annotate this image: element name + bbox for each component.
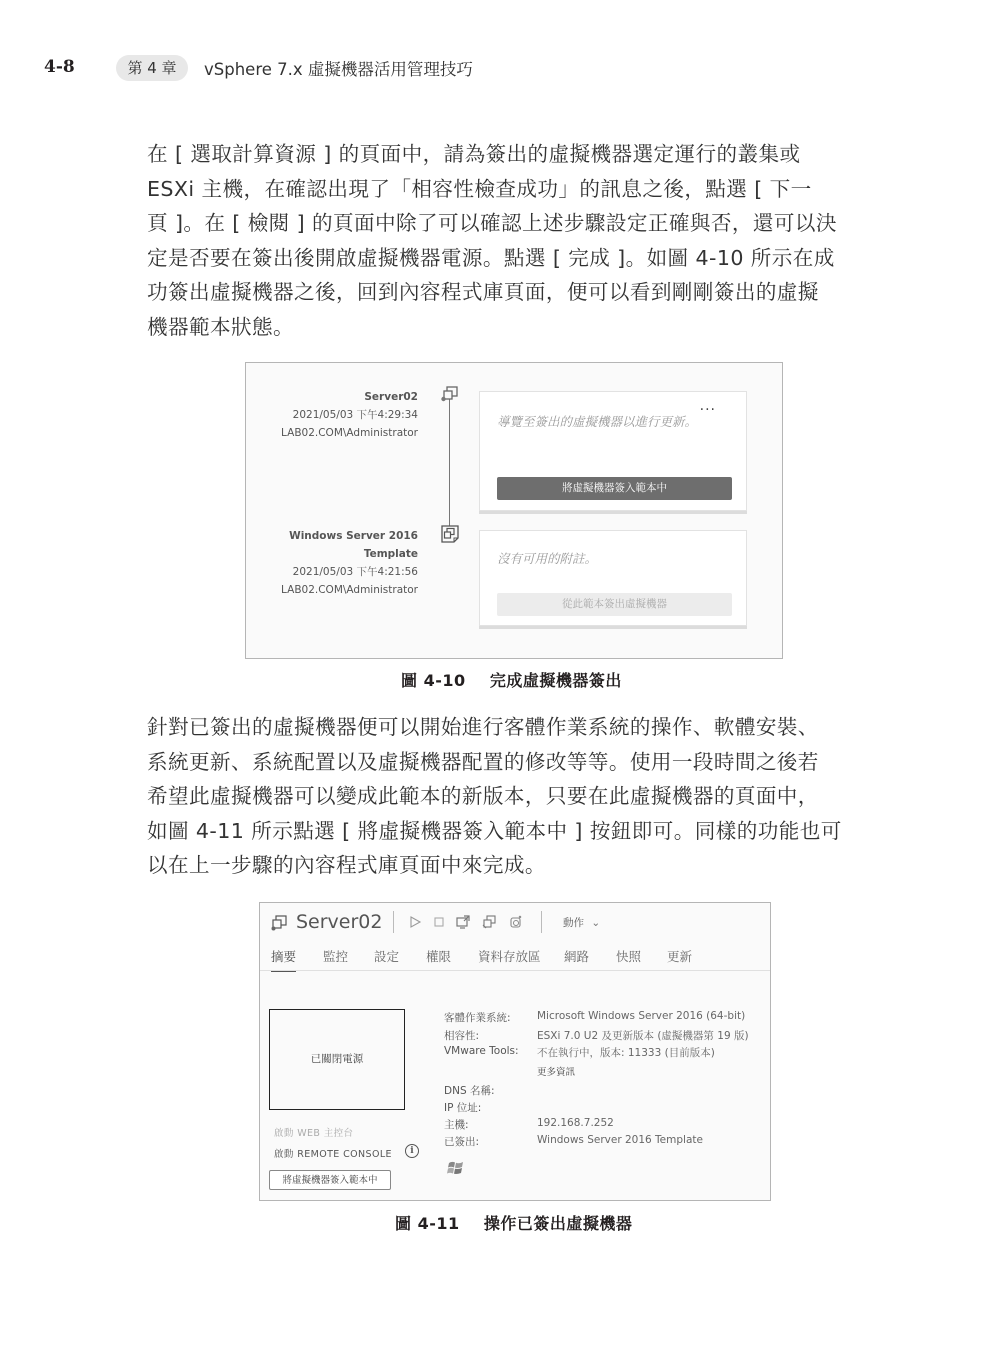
paragraph-line: 以在上一步驟的內容程式庫頁面中來完成。	[147, 853, 546, 877]
prop-label-checked-out: 已簽出:	[444, 1136, 480, 1148]
check-in-to-template-button[interactable]: 將虛擬機器簽入範本中	[497, 477, 732, 500]
caption-text: 完成虛擬機器簽出	[489, 671, 622, 690]
check-in-to-template-button[interactable]: 將虛擬機器簽入範本中	[269, 1170, 391, 1190]
entry-timestamp: 2021/05/03 下午4:21:56	[292, 566, 418, 578]
more-options-icon[interactable]: ···	[699, 402, 716, 418]
vm-icon	[271, 915, 287, 931]
prop-value-guest-os: Microsoft Windows Server 2016 (64-bit)	[537, 1010, 746, 1022]
console-thumbnail[interactable]: 已關閉電源	[269, 1009, 405, 1110]
check-out-vm-button[interactable]: 從此範本簽出虛擬機器	[497, 593, 732, 616]
paragraph-line: 系統更新、系統配置以及虛擬機器配置的修改等等。使用一段時間之後若	[147, 749, 819, 774]
tabs-divider	[260, 970, 770, 971]
paragraph-line: 針對已簽出的虛擬機器便可以開始進行客體作業系統的操作、軟體安裝、	[147, 715, 819, 739]
paragraph-line: ESXi 主機，在確認出現了「相容性檢查成功」的訊息之後，點選 [ 下一	[147, 176, 812, 201]
history-entry-server02	[281, 388, 418, 442]
launch-remote-console-link[interactable]: 啟動 REMOTE CONSOLE	[274, 1149, 392, 1160]
entry-timestamp: 2021/05/03 下午4:29:34	[292, 409, 418, 421]
timeline-connector	[449, 399, 450, 537]
figure-4-10-screenshot	[245, 362, 783, 659]
tab-summary[interactable]: 摘要	[271, 947, 296, 972]
snapshot-icon[interactable]	[509, 915, 523, 929]
tab-networks[interactable]: 網路	[564, 949, 590, 964]
entry-user: LAB02.COM\Administrator	[281, 584, 418, 596]
note-text: 導覽至簽出的虛擬機器以進行更新。	[497, 414, 698, 429]
tab-permissions[interactable]: 權限	[426, 949, 452, 964]
caption-number: 圖 4-11	[395, 1214, 460, 1233]
actions-label: 動作	[563, 917, 584, 929]
toolbar-separator	[541, 911, 542, 933]
launch-web-console-link[interactable]: 啟動 WEB 主控台	[274, 1128, 354, 1139]
tab-updates[interactable]: 更新	[667, 949, 693, 964]
prop-label-ip-address: IP 位址:	[444, 1102, 482, 1114]
vm-title: Server02	[296, 911, 383, 933]
power-on-icon[interactable]	[408, 915, 422, 929]
launch-console-icon[interactable]	[456, 915, 470, 929]
prop-label-compatibility: 相容性:	[444, 1030, 480, 1042]
prop-label-dns-name: DNS 名稱:	[444, 1085, 495, 1097]
figure-4-11-caption	[395, 1211, 632, 1234]
paragraph-2	[147, 710, 887, 883]
paragraph-line: 機器範本狀態。	[147, 314, 294, 339]
windows-logo-icon	[447, 1161, 465, 1175]
prop-label-vmware-tools: VMware Tools:	[444, 1045, 519, 1057]
toolbar-separator	[393, 911, 394, 933]
tab-datastores[interactable]: 資料存放區	[478, 949, 541, 964]
entry-name: Windows Server 2016 Template	[289, 530, 418, 560]
paragraph-1	[147, 137, 887, 344]
note-card-template	[479, 530, 747, 626]
power-off-icon[interactable]	[432, 915, 446, 929]
vm-template-icon	[441, 525, 459, 543]
paragraph-line: 功簽出虛擬機器之後，回到內容程式庫頁面，便可以看到剛剛簽出的虛擬	[147, 280, 819, 304]
paragraph-line: 如圖 4-11 所示點選 [ 將虛擬機器簽入範本中 ] 按鈕即可。同樣的功能也可	[147, 818, 842, 843]
tab-monitor[interactable]: 監控	[323, 949, 349, 964]
migrate-icon[interactable]	[482, 915, 496, 929]
prop-value-host: 192.168.7.252	[537, 1117, 614, 1129]
chapter-title: vSphere 7.x 虛擬機器活用管理技巧	[204, 60, 473, 79]
vm-checked-out-icon	[441, 386, 459, 404]
prop-value-checked-out: Windows Server 2016 Template	[537, 1134, 703, 1146]
paragraph-line: 定是否要在簽出後開啟虛擬機器電源。點選 [ 完成 ]。如圖 4-10 所示在成	[147, 245, 835, 270]
prop-label-guest-os: 客體作業系統:	[444, 1012, 511, 1024]
paragraph-line: 頁 ]。在 [ 檢閱 ] 的頁面中除了可以確認上述步驟設定正確與否，還可以決	[147, 211, 837, 235]
chevron-down-icon: ⌄	[591, 917, 601, 929]
prop-value-vmware-tools: 不在執行中，版本: 11333 (目前版本)	[537, 1047, 715, 1059]
prop-label-host: 主機:	[444, 1119, 469, 1131]
caption-number: 圖 4-10	[401, 671, 466, 690]
paragraph-line: 希望此虛擬機器可以變成此範本的新版本，只要在此虛擬機器的頁面中，	[147, 784, 819, 808]
chapter-badge: 第 4 章	[116, 55, 188, 81]
note-text: 沒有可用的附註。	[497, 551, 598, 566]
note-card-server02	[479, 391, 747, 511]
info-icon[interactable]: i	[405, 1144, 419, 1158]
figure-4-10-caption	[401, 668, 622, 691]
more-info-link[interactable]: 更多資訊	[537, 1067, 576, 1078]
page-number: 4-8	[44, 57, 75, 77]
history-entry-template	[246, 527, 418, 599]
caption-text: 操作已簽出虛擬機器	[483, 1214, 633, 1233]
actions-menu[interactable]	[563, 915, 600, 930]
entry-name: Server02	[364, 391, 418, 403]
paragraph-line: 在 [ 選取計算資源 ] 的頁面中，請為簽出的虛擬機器選定運行的叢集或	[147, 142, 801, 166]
figure-4-11-screenshot	[259, 902, 771, 1201]
prop-value-compatibility: ESXi 7.0 U2 及更新版本 (虛擬機器第 19 版)	[537, 1030, 749, 1042]
tab-snapshots[interactable]: 快照	[616, 949, 642, 964]
tab-configure[interactable]: 設定	[374, 949, 400, 964]
entry-user: LAB02.COM\Administrator	[281, 427, 418, 439]
